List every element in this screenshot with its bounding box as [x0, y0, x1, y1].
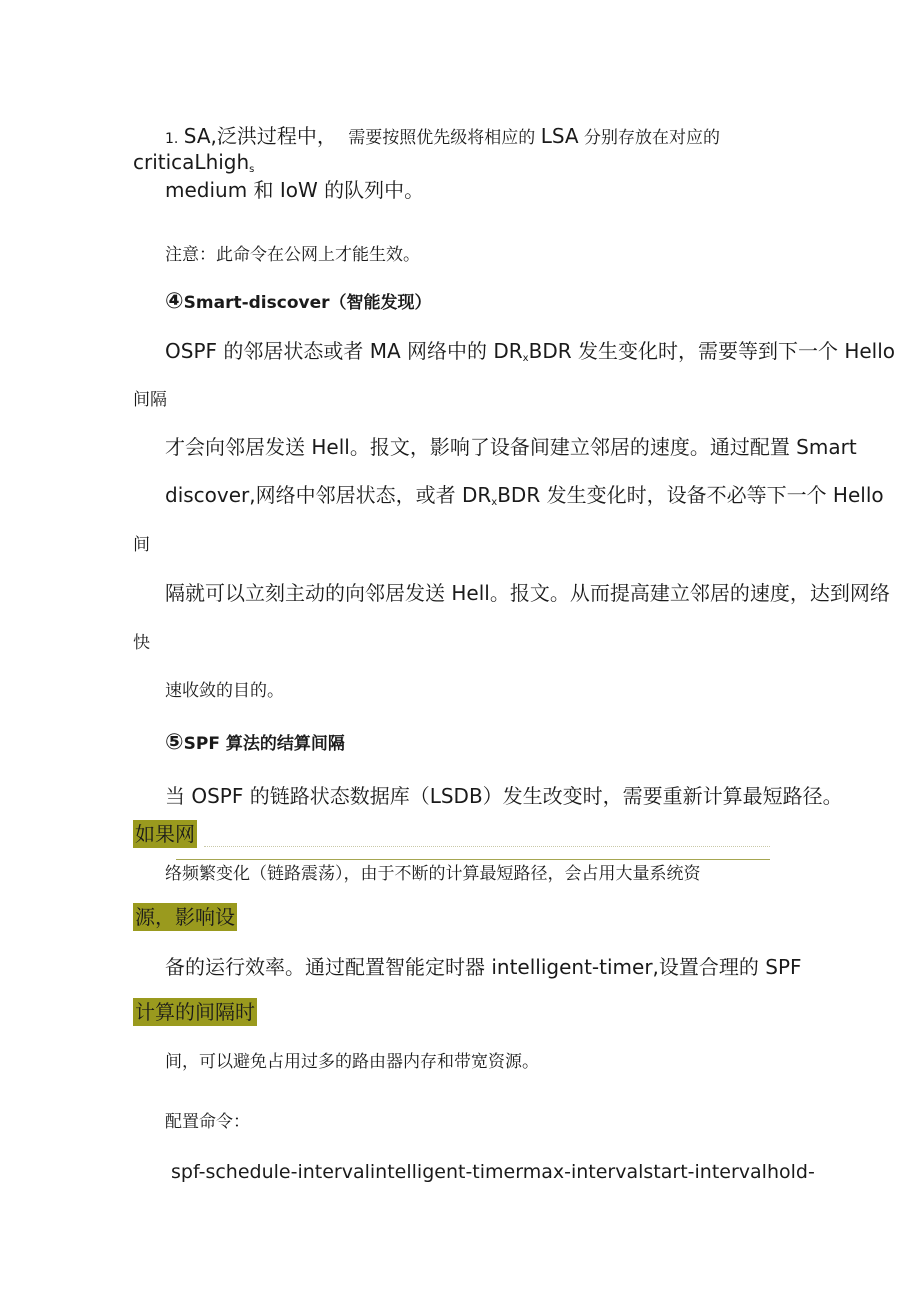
- highlight-2-text: 源，影响设: [135, 905, 235, 929]
- section4-heading: [165, 290, 432, 315]
- p4-line1: [165, 339, 895, 371]
- section4-number: ④: [165, 289, 184, 314]
- critical-text: criticaLhigh: [133, 150, 250, 174]
- p4-line3-b: BDR 发生变化时，设备不必等下一个 Hello: [497, 483, 884, 507]
- item1-number: 1.: [165, 131, 179, 147]
- item1-text-a: SA,泛洪过程中，: [183, 124, 337, 148]
- p5-line3: 备的运行效率。通过配置智能定时器 intelligent-timer,设置合理的 SPF: [165, 955, 802, 979]
- p5-line1: 当 OSPF 的链路状态数据库（LSDB）发生改变时，需要重新计算最短路径。: [165, 784, 843, 808]
- medium-line: medium 和 IoW 的队列中。: [165, 178, 425, 202]
- p4-line5: 速收敛的目的。: [165, 681, 284, 701]
- critical-sub: s: [249, 164, 255, 175]
- highlight-3: [133, 1000, 257, 1024]
- item1-text-b: 需要按照优先级将相应的: [348, 128, 536, 148]
- p4-line1-a: OSPF 的邻居状态或者 MA 网络中的 DR: [165, 339, 523, 363]
- section5-title: SPF 算法的结算间隔: [183, 734, 345, 754]
- item1-text-c: 分别存放在对应的: [583, 128, 720, 148]
- p4-line4: 隔就可以立刻主动的向邻居发送 Hell。报文。从而提高建立邻居的速度，达到网络: [165, 581, 890, 605]
- dotted-rule: [204, 846, 770, 847]
- p4-line3: [165, 483, 884, 515]
- config-command: spf-schedule-intervalintelligent-timermax-intervalstart-intervalhold-: [171, 1161, 815, 1183]
- section5-number: ⑤: [165, 730, 184, 755]
- section5-heading: [165, 731, 345, 756]
- p4-line3-sub: x: [491, 497, 498, 508]
- item1-line: [165, 124, 720, 151]
- highlight-3-text: 计算的间隔时: [135, 1000, 255, 1024]
- p4-line2: 才会向邻居发送 Hell。报文，影响了设备间建立邻居的速度。通过配置 Smart: [165, 435, 857, 459]
- section4-title: Smart-discover（智能发现）: [183, 293, 432, 313]
- p4-line3-a: discover,网络中邻居状态，或者 DR: [165, 483, 492, 507]
- config-label: 配置命令：: [165, 1112, 250, 1132]
- p4-wrap3: 快: [133, 633, 150, 653]
- solid-rule: [176, 859, 770, 860]
- p4-wrap2: 间: [133, 535, 150, 555]
- p5-line4: 间，可以避免占用过多的路由器内存和带宽资源。: [165, 1052, 539, 1072]
- p4-line1-b: BDR 发生变化时，需要等到下一个 Hello: [528, 339, 896, 363]
- highlight-1-text: 如果网: [135, 822, 195, 846]
- highlight-1: [133, 822, 197, 846]
- p5-line2: 络频繁变化（链路震荡），由于不断的计算最短路径，会占用大量系统资: [165, 864, 701, 884]
- p4-wrap1: 间隔: [133, 390, 167, 410]
- highlight-2: [133, 905, 237, 929]
- item1-lsa: LSA: [540, 124, 579, 148]
- note-line: 注意：此命令在公网上才能生效。: [165, 245, 420, 265]
- p4-line1-sub: x: [522, 353, 529, 364]
